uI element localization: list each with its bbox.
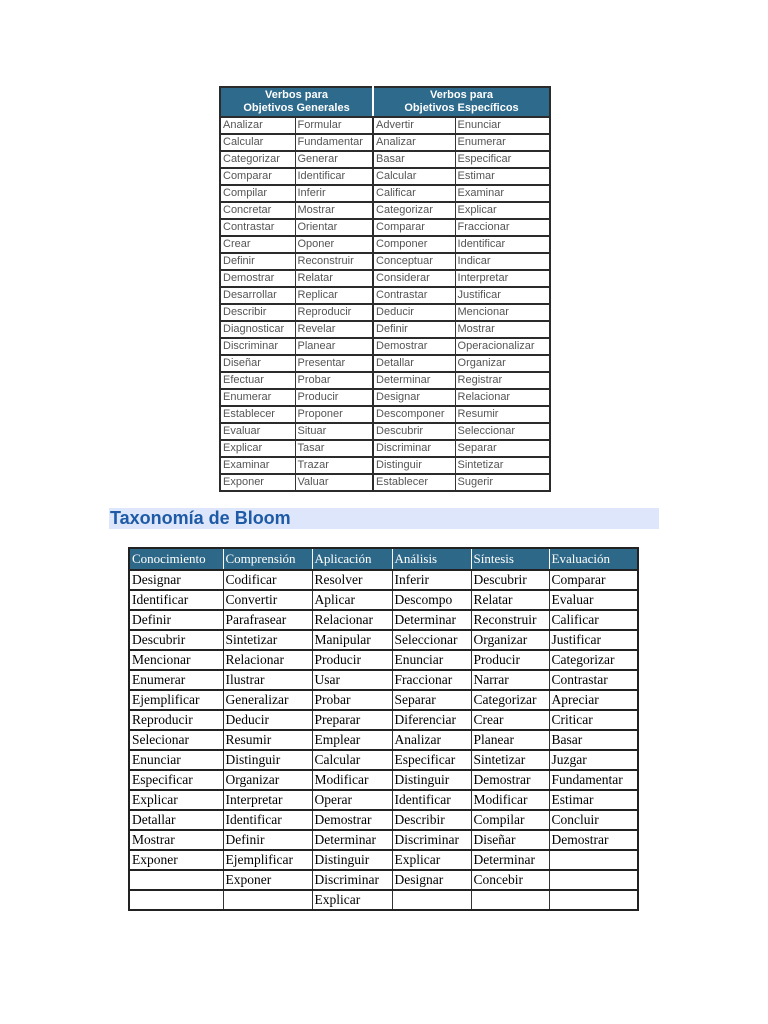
table-cell: Relatar (295, 270, 373, 287)
table-cell: Producir (312, 650, 392, 670)
table-cell: Evaluar (220, 423, 295, 440)
table-cell: Separar (455, 440, 550, 457)
table-cell: Designar (392, 870, 471, 890)
table-row (220, 474, 550, 491)
table-cell: Valuar (295, 474, 373, 491)
table-cell: Revelar (295, 321, 373, 338)
table-cell: Producir (295, 389, 373, 406)
table-cell (129, 890, 223, 910)
table-cell: Mostrar (129, 830, 223, 850)
table-cell: Ejemplificar (223, 850, 312, 870)
column-header: Aplicación (312, 548, 392, 570)
table-cell: Ejemplificar (129, 690, 223, 710)
table-row (129, 570, 638, 590)
table-cell: Definir (373, 321, 455, 338)
table-cell: Sintetizar (223, 630, 312, 650)
table-cell: Criticar (549, 710, 638, 730)
table-cell: Preparar (312, 710, 392, 730)
table-cell: Registrar (455, 372, 550, 389)
table-cell: Estimar (455, 168, 550, 185)
table-cell: Evaluar (549, 590, 638, 610)
table-cell: Conceptuar (373, 253, 455, 270)
table-row (129, 670, 638, 690)
table-cell: Calcular (220, 134, 295, 151)
table-cell: Especificar (455, 151, 550, 168)
table-row (220, 168, 550, 185)
table-row (220, 134, 550, 151)
table-cell: Relacionar (455, 389, 550, 406)
table-cell: Calificar (549, 610, 638, 630)
table-cell: Usar (312, 670, 392, 690)
table-row (129, 810, 638, 830)
table-row (220, 236, 550, 253)
table-cell: Manipular (312, 630, 392, 650)
table-cell: Crear (471, 710, 549, 730)
table-cell: Relacionar (312, 610, 392, 630)
table-cell: Explicar (312, 890, 392, 910)
table-cell: Trazar (295, 457, 373, 474)
table-cell: Estimar (549, 790, 638, 810)
table-cell: Aplicar (312, 590, 392, 610)
table-cell: Resolver (312, 570, 392, 590)
table-cell: Enumerar (455, 134, 550, 151)
table-row (220, 287, 550, 304)
table-cell: Deducir (373, 304, 455, 321)
bloom-heading: Taxonomía de Bloom (109, 508, 659, 529)
table-cell: Contrastar (549, 670, 638, 690)
table-cell: Examinar (455, 185, 550, 202)
table-cell: Justificar (549, 630, 638, 650)
table-cell: Producir (471, 650, 549, 670)
table-cell: Parafrasear (223, 610, 312, 630)
table-cell: Categorizar (373, 202, 455, 219)
table-cell: Demostrar (471, 770, 549, 790)
table-cell: Justificar (455, 287, 550, 304)
table-cell: Determinar (392, 610, 471, 630)
table-cell: Contrastar (373, 287, 455, 304)
table-cell: Designar (373, 389, 455, 406)
table-cell: Separar (392, 690, 471, 710)
table-cell: Compilar (471, 810, 549, 830)
table-cell: Categorizar (471, 690, 549, 710)
table-cell: Explicar (220, 440, 295, 457)
table-cell: Proponer (295, 406, 373, 423)
table-cell: Codificar (223, 570, 312, 590)
table-cell: Descubrir (373, 423, 455, 440)
table-cell: Categorizar (549, 650, 638, 670)
table-cell: Modificar (471, 790, 549, 810)
table-cell: Basar (549, 730, 638, 750)
table-cell: Enunciar (392, 650, 471, 670)
table-cell: Situar (295, 423, 373, 440)
table-row (220, 117, 550, 134)
table-cell: Discriminar (392, 830, 471, 850)
table-cell: Compilar (220, 185, 295, 202)
table-cell: Demostrar (549, 830, 638, 850)
table-cell: Diagnosticar (220, 321, 295, 338)
table-cell: Tasar (295, 440, 373, 457)
table-cell: Deducir (223, 710, 312, 730)
column-header: Análisis (392, 548, 471, 570)
table-cell: Especificar (129, 770, 223, 790)
table-cell: Sugerir (455, 474, 550, 491)
table-cell: Considerar (373, 270, 455, 287)
table-row (129, 630, 638, 650)
table-row (129, 710, 638, 730)
table-cell: Concluir (549, 810, 638, 830)
table-cell: Sintetizar (471, 750, 549, 770)
table-cell: Concebir (471, 870, 549, 890)
table-cell: Probar (312, 690, 392, 710)
table-cell: Definir (129, 610, 223, 630)
table-cell: Diferenciar (392, 710, 471, 730)
table-cell: Identificar (223, 810, 312, 830)
table-cell: Componer (373, 236, 455, 253)
table-row (129, 870, 638, 890)
table-cell: Diseñar (471, 830, 549, 850)
table-cell: Fundamentar (549, 770, 638, 790)
table-cell: Discriminar (312, 870, 392, 890)
table-cell: Descubrir (129, 630, 223, 650)
table-cell: Narrar (471, 670, 549, 690)
table-cell: Generar (295, 151, 373, 168)
table-cell: Reconstruir (471, 610, 549, 630)
bloom-table-body (129, 570, 638, 910)
table-cell: Enunciar (455, 117, 550, 134)
table-cell (392, 890, 471, 910)
table-cell: Organizar (223, 770, 312, 790)
table-cell: Comparar (549, 570, 638, 590)
table-cell: Examinar (220, 457, 295, 474)
bloom-table-header (129, 548, 638, 570)
table-cell: Identificar (392, 790, 471, 810)
table-cell: Fundamentar (295, 134, 373, 151)
table-row (129, 790, 638, 810)
table-cell: Inferir (295, 185, 373, 202)
table-row (129, 690, 638, 710)
column-header: Evaluación (549, 548, 638, 570)
table-cell: Planear (295, 338, 373, 355)
table-cell (223, 890, 312, 910)
verbs-table-body (220, 117, 550, 491)
table-cell: Establecer (220, 406, 295, 423)
column-header: Conocimiento (129, 548, 223, 570)
table-row (220, 202, 550, 219)
table-row (220, 219, 550, 236)
table-cell: Apreciar (549, 690, 638, 710)
table-cell: Basar (373, 151, 455, 168)
table-cell: Fraccionar (455, 219, 550, 236)
table-row (129, 610, 638, 630)
table-cell (129, 870, 223, 890)
table-cell: Contrastar (220, 219, 295, 236)
table-cell: Comparar (220, 168, 295, 185)
table-cell: Relatar (471, 590, 549, 610)
table-cell: Discriminar (220, 338, 295, 355)
table-cell (549, 890, 638, 910)
table-row (129, 830, 638, 850)
table-row (129, 890, 638, 910)
table-row (220, 270, 550, 287)
table-cell: Exponer (223, 870, 312, 890)
table-cell: Identificar (295, 168, 373, 185)
table-cell: Explicar (392, 850, 471, 870)
table-cell: Sintetizar (455, 457, 550, 474)
table-cell: Reproducir (129, 710, 223, 730)
table-cell: Descomponer (373, 406, 455, 423)
table-cell: Diseñar (220, 355, 295, 372)
table-row (129, 590, 638, 610)
table-cell: Mencionar (129, 650, 223, 670)
table-cell: Modificar (312, 770, 392, 790)
table-cell: Indicar (455, 253, 550, 270)
table-cell: Generalizar (223, 690, 312, 710)
table-cell: Interpretar (223, 790, 312, 810)
table-cell: Especificar (392, 750, 471, 770)
table-cell: Describir (220, 304, 295, 321)
table-cell: Explicar (129, 790, 223, 810)
table-row (220, 457, 550, 474)
table-cell: Operar (312, 790, 392, 810)
table-row (220, 304, 550, 321)
table-cell: Detallar (129, 810, 223, 830)
table-cell: Explicar (455, 202, 550, 219)
table-cell (549, 850, 638, 870)
table-cell: Convertir (223, 590, 312, 610)
table-cell: Descubrir (471, 570, 549, 590)
table-cell: Formular (295, 117, 373, 134)
table-cell: Mostrar (295, 202, 373, 219)
table-cell: Presentar (295, 355, 373, 372)
table-cell: Identificar (455, 236, 550, 253)
table-cell: Interpretar (455, 270, 550, 287)
table-cell: Concretar (220, 202, 295, 219)
table-cell: Calcular (312, 750, 392, 770)
table-cell: Demostrar (312, 810, 392, 830)
table-cell: Operacionalizar (455, 338, 550, 355)
table-cell: Definir (220, 253, 295, 270)
table-cell: Mostrar (455, 321, 550, 338)
table-cell: Oponer (295, 236, 373, 253)
table-cell: Organizar (471, 630, 549, 650)
table-cell: Categorizar (220, 151, 295, 168)
table-cell: Organizar (455, 355, 550, 372)
table-cell (549, 870, 638, 890)
header-objetivos-generales: Verbos para Objetivos Generales (220, 87, 373, 117)
table-cell: Desarrollar (220, 287, 295, 304)
table-cell: Selecionar (129, 730, 223, 750)
table-row (129, 650, 638, 670)
table-cell: Mencionar (455, 304, 550, 321)
table-cell: Seleccionar (392, 630, 471, 650)
column-header: Comprensión (223, 548, 312, 570)
verbs-table-header (220, 87, 550, 117)
table-cell: Resumir (223, 730, 312, 750)
table-cell: Inferir (392, 570, 471, 590)
table-cell (471, 890, 549, 910)
table-cell: Calcular (373, 168, 455, 185)
table-row (220, 389, 550, 406)
table-cell: Planear (471, 730, 549, 750)
table-cell: Comparar (373, 219, 455, 236)
table-row (220, 423, 550, 440)
table-cell: Descompo (392, 590, 471, 610)
table-cell: Demostrar (220, 270, 295, 287)
table-cell: Distinguir (223, 750, 312, 770)
table-cell: Analizar (220, 117, 295, 134)
table-cell: Enunciar (129, 750, 223, 770)
table-cell: Analizar (392, 730, 471, 750)
table-row (129, 750, 638, 770)
table-cell: Probar (295, 372, 373, 389)
table-cell: Reconstruir (295, 253, 373, 270)
table-cell: Detallar (373, 355, 455, 372)
table-cell: Discriminar (373, 440, 455, 457)
table-cell: Identificar (129, 590, 223, 610)
table-cell: Describir (392, 810, 471, 830)
table-cell: Determinar (471, 850, 549, 870)
bloom-table (128, 547, 639, 911)
table-row (129, 850, 638, 870)
table-row (129, 730, 638, 750)
table-row (220, 406, 550, 423)
table-cell: Exponer (129, 850, 223, 870)
table-row (220, 185, 550, 202)
table-row (220, 440, 550, 457)
table-cell: Distinguir (392, 770, 471, 790)
table-cell: Designar (129, 570, 223, 590)
table-row (220, 372, 550, 389)
table-cell: Determinar (373, 372, 455, 389)
table-cell: Analizar (373, 134, 455, 151)
header-objetivos-especificos: Verbos para Objetivos Específicos (373, 87, 550, 117)
table-cell: Enumerar (220, 389, 295, 406)
table-cell: Emplear (312, 730, 392, 750)
table-cell: Orientar (295, 219, 373, 236)
table-row (220, 355, 550, 372)
table-cell: Distinguir (373, 457, 455, 474)
column-header: Síntesis (471, 548, 549, 570)
table-row (220, 151, 550, 168)
table-cell: Definir (223, 830, 312, 850)
table-cell: Seleccionar (455, 423, 550, 440)
table-cell: Juzgar (549, 750, 638, 770)
table-cell: Replicar (295, 287, 373, 304)
table-row (129, 770, 638, 790)
table-cell: Advertir (373, 117, 455, 134)
table-row (220, 253, 550, 270)
table-row (220, 338, 550, 355)
table-cell: Resumir (455, 406, 550, 423)
table-row (220, 321, 550, 338)
table-cell: Relacionar (223, 650, 312, 670)
table-cell: Distinguir (312, 850, 392, 870)
table-cell: Ilustrar (223, 670, 312, 690)
table-cell: Enumerar (129, 670, 223, 690)
table-cell: Exponer (220, 474, 295, 491)
table-cell: Reproducir (295, 304, 373, 321)
table-cell: Calificar (373, 185, 455, 202)
table-cell: Determinar (312, 830, 392, 850)
table-cell: Establecer (373, 474, 455, 491)
table-cell: Efectuar (220, 372, 295, 389)
table-cell: Crear (220, 236, 295, 253)
verbs-table (219, 86, 551, 492)
table-cell: Demostrar (373, 338, 455, 355)
table-cell: Fraccionar (392, 670, 471, 690)
